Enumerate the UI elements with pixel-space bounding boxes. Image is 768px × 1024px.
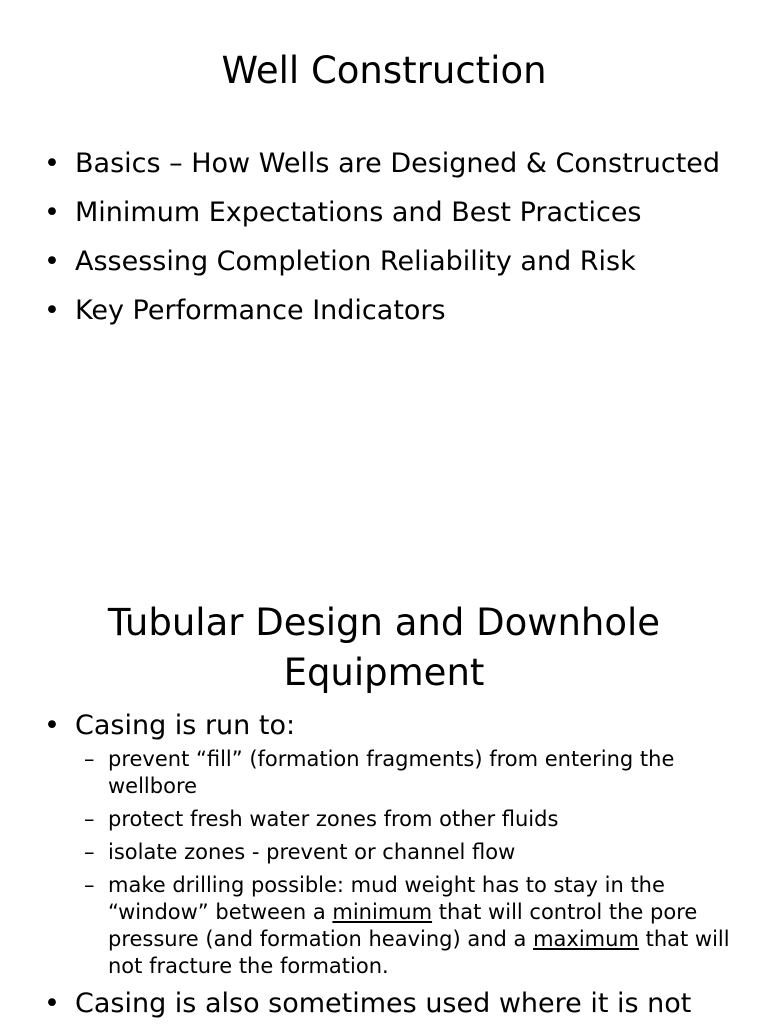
bullet-icon: • [44, 295, 60, 326]
bullet-text: Basics – How Wells are Designed & Constructed [75, 148, 721, 179]
underlined-minimum: minimum [332, 900, 433, 924]
slide-title-line-2: Equipment [283, 651, 485, 694]
sub-bullet-list [44, 744, 760, 980]
sub-list-item [44, 872, 760, 980]
bullet-icon: • [44, 988, 60, 1019]
bullet-list [44, 139, 760, 335]
bullet-list [44, 708, 760, 1022]
sub-bullet-text: isolate zones - prevent or channel flow [108, 840, 516, 864]
bullet-text: Key Performance Indicators [75, 295, 446, 326]
sub-list-item [44, 746, 760, 800]
sub-list-item [44, 806, 760, 833]
bullet-text: Casing is run to: [75, 710, 296, 741]
bullet-text: Minimum Expectations and Best Practices [75, 197, 642, 228]
sub-bullet-text-part-1: make drilling possible: mud weight has to stay in the “window” between a [108, 873, 665, 924]
list-item [44, 139, 760, 188]
slide-tubular-design [0, 512, 768, 1024]
dash-icon: – [84, 807, 95, 831]
underlined-maximum: maximum [533, 927, 639, 951]
dash-icon: – [84, 840, 95, 864]
slide-title [0, 598, 768, 698]
bullet-text: Assessing Completion Reliability and Risk [75, 246, 636, 277]
bullet-icon: • [44, 710, 60, 741]
list-item [44, 708, 760, 980]
bullet-icon: • [44, 148, 60, 179]
bullet-icon: • [44, 197, 60, 228]
sub-bullet-text: prevent “fill” (formation fragments) from entering the wellbore [108, 747, 675, 798]
sub-bullet-text-part-3: that will not fracture the formation. [108, 927, 730, 978]
bullet-text: Casing is also sometimes used where it is not [75, 988, 692, 1019]
sub-bullet-text-part-2: that will control the pore pressure (and formation heaving) and a [108, 900, 698, 951]
dash-icon: – [84, 873, 95, 897]
list-item [44, 986, 760, 1022]
sub-bullet-text: protect fresh water zones from other fluids [108, 807, 559, 831]
sub-list-item [44, 839, 760, 866]
bullet-icon: • [44, 246, 60, 277]
slide-title-line-1: Tubular Design and Downhole [107, 601, 661, 644]
dash-icon: – [84, 747, 95, 771]
list-item [44, 188, 760, 237]
list-item [44, 286, 760, 335]
list-item [44, 237, 760, 286]
slide-title: Well Construction [221, 49, 547, 92]
